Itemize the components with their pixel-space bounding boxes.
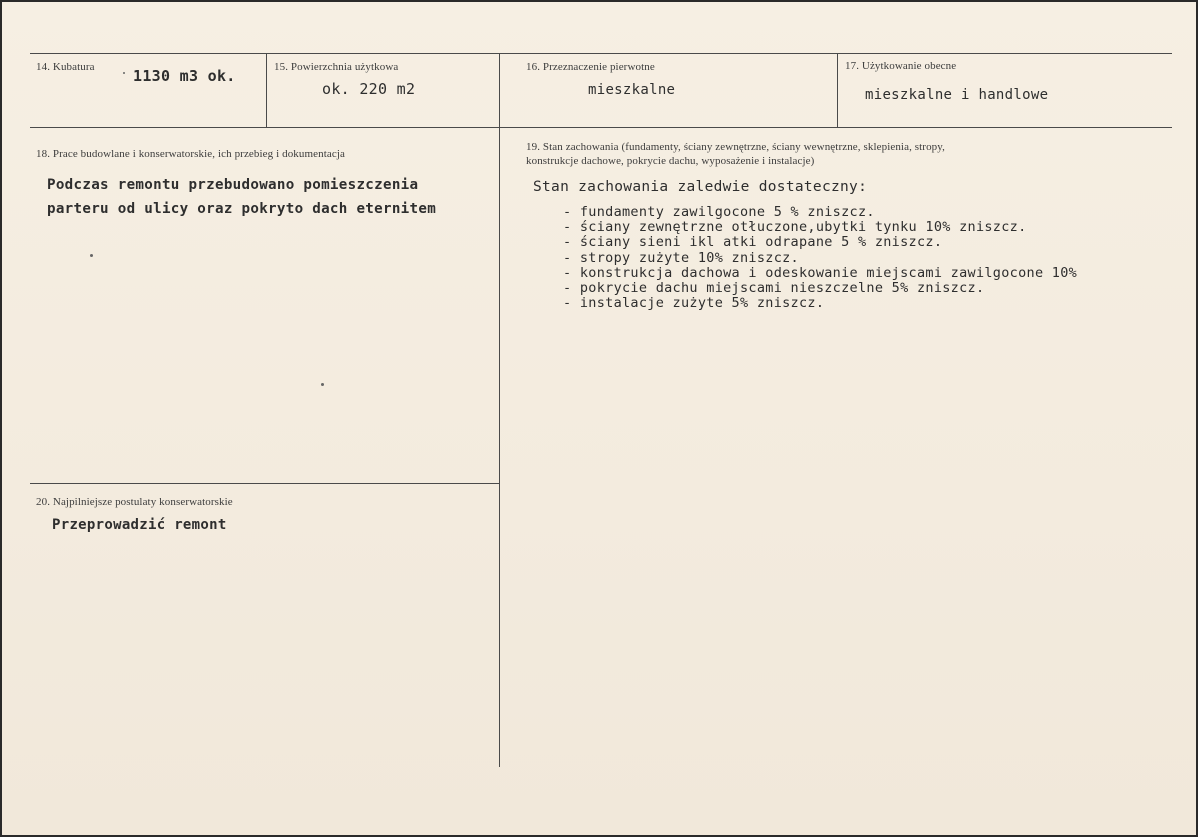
list-item: - stropy zużyte 10% zniszcz. bbox=[563, 249, 799, 266]
top-divider bbox=[30, 53, 1172, 54]
speck bbox=[123, 72, 125, 74]
list-item: - ściany sieni ikl atki odrapane 5 % zniszcz. bbox=[563, 234, 943, 251]
field-19-label-line-1: 19. Stan zachowania (fundamenty, ściany zewnętrzne, ściany wewnętrzne, sklepienia, stropy, bbox=[526, 141, 946, 153]
col-divider-3 bbox=[837, 53, 838, 127]
field-18-line-2: parteru od ulicy oraz pokryto dach eternitem bbox=[47, 201, 437, 217]
field-20-value: Przeprowadzić remont bbox=[52, 517, 227, 533]
field-15-label: 15. Powierzchnia użytkowa bbox=[274, 61, 399, 73]
list-item: - fundamenty zawilgocone 5 % zniszcz. bbox=[563, 204, 875, 220]
field-14-value: 1130 m3 ok. bbox=[133, 67, 236, 85]
field-19-label-line-2: konstrukcje dachowe, pokrycie dachu, wyposażenie i instalacje) bbox=[526, 155, 815, 167]
list-item: - pokrycie dachu miejscami nieszczelne 5% zniszcz. bbox=[563, 280, 985, 297]
field-18-label: 18. Prace budowlane i konserwatorskie, ich przebieg i dokumentacja bbox=[36, 148, 345, 160]
field-16-label: 16. Przeznaczenie pierwotne bbox=[526, 61, 655, 73]
row-divider bbox=[30, 127, 1172, 128]
field-19-heading: Stan zachowania zaledwie dostateczny: bbox=[533, 179, 868, 195]
list-item: - instalacje zużyte 5% zniszcz. bbox=[563, 295, 825, 312]
list-item: - ściany zewnętrzne otłuczone,ubytki tynku 10% zniszcz. bbox=[563, 219, 1027, 236]
speck bbox=[321, 383, 324, 386]
field-14-label: 14. Kubatura bbox=[36, 61, 95, 73]
field-17-label: 17. Użytkowanie obecne bbox=[845, 60, 957, 72]
section-20-divider bbox=[30, 483, 500, 484]
field-20-label: 20. Najpilniejsze postulaty konserwatorskie bbox=[36, 496, 233, 508]
field-17-value: mieszkalne i handlowe bbox=[865, 87, 1049, 103]
col-divider-2 bbox=[499, 53, 500, 767]
col-divider-1 bbox=[266, 53, 267, 127]
condition-list bbox=[563, 205, 1077, 311]
field-18-line-1: Podczas remontu przebudowano pomieszczenia bbox=[47, 177, 419, 193]
list-item: - konstrukcja dachowa i odeskowanie miejscami zawilgocone 10% bbox=[563, 264, 1078, 281]
field-16-value: mieszkalne bbox=[588, 82, 676, 98]
field-15-value: ok. 220 m2 bbox=[322, 80, 416, 98]
speck bbox=[90, 254, 93, 257]
